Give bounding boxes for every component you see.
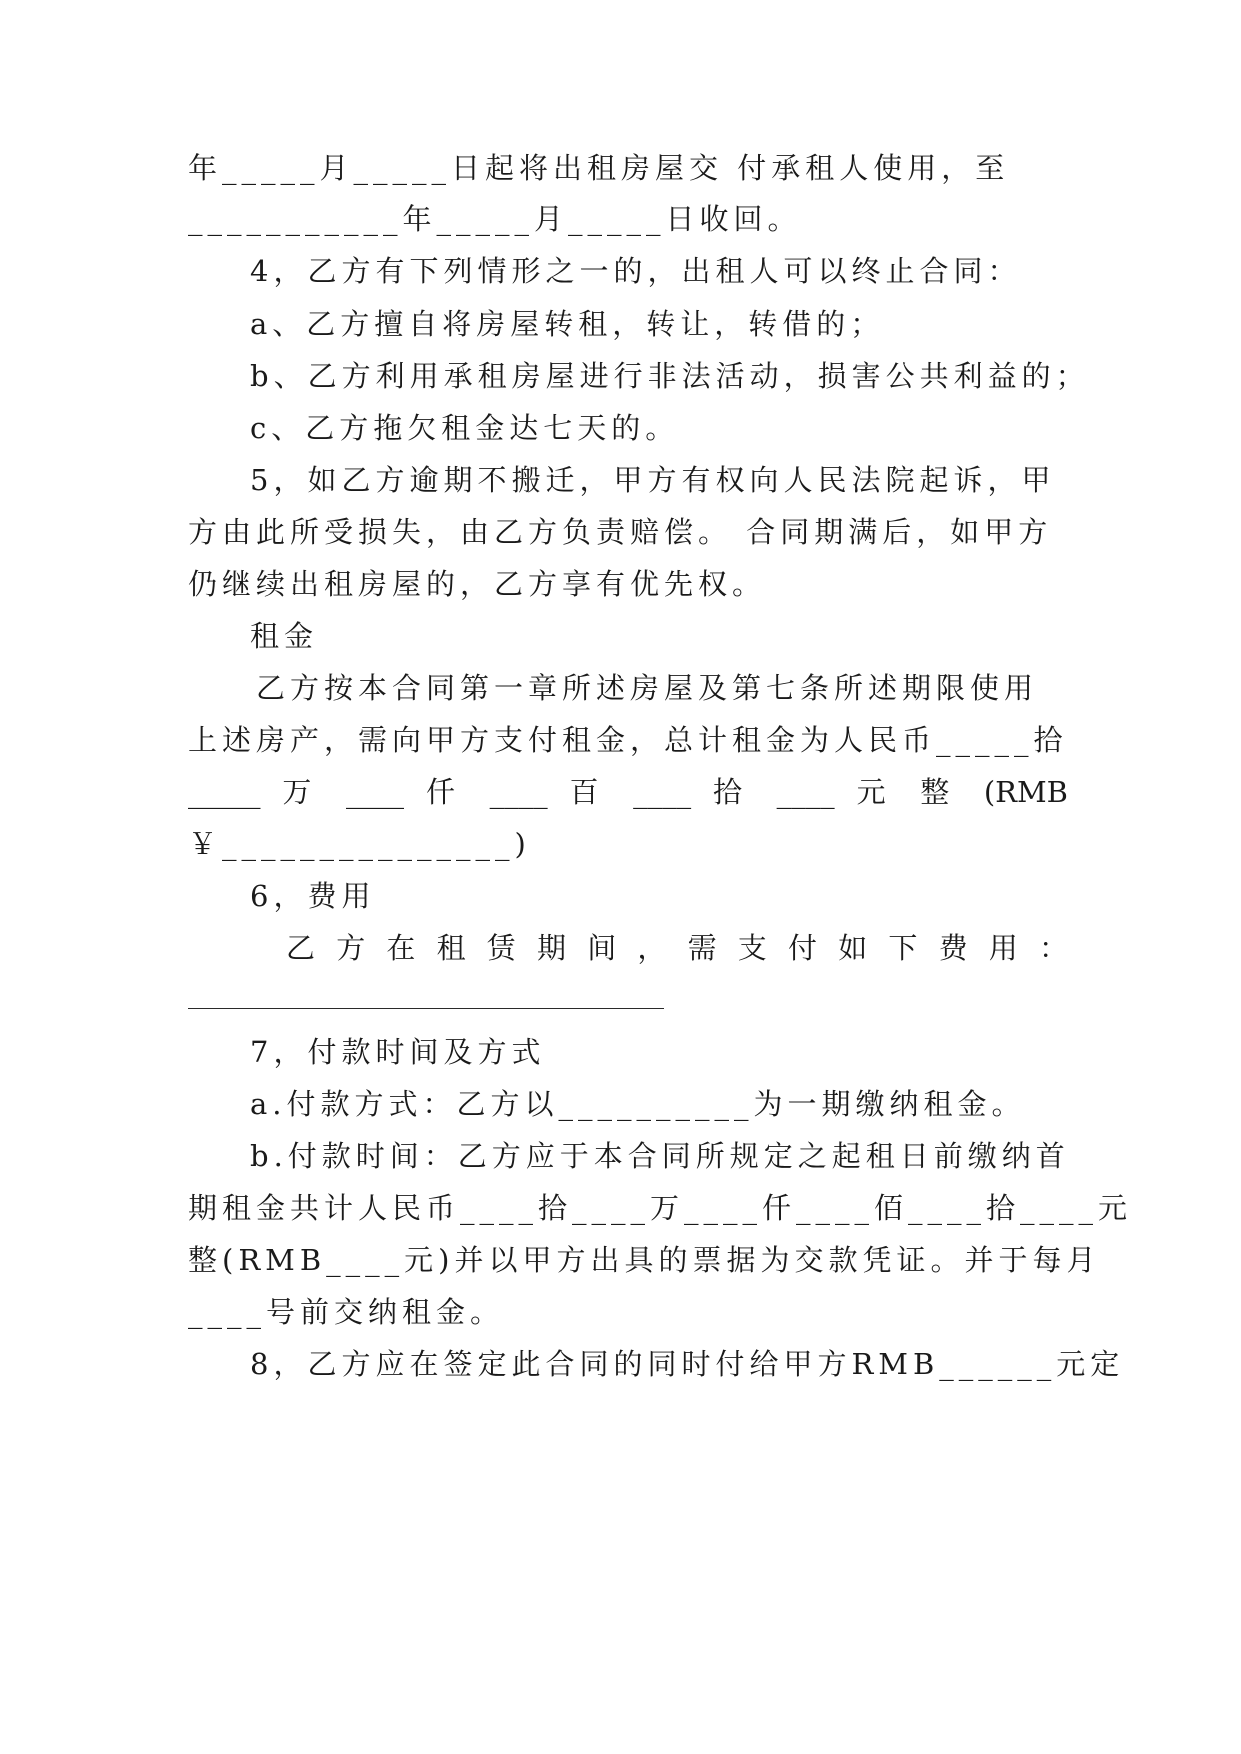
rent-heading: 租金 — [250, 619, 319, 653]
clause-7b-line-4: ____号前交纳租金。 — [188, 1295, 505, 1329]
clause-7a: a.付款方式：乙方以__________为一期缴纳租金。 — [250, 1087, 1026, 1121]
clause-6-heading: 6，费用 — [250, 879, 376, 913]
clause-8-line-1: 8，乙方应在签定此合同的同时付给甲方RMB______元定 — [250, 1347, 1125, 1381]
clause-5-line-1: 5，如乙方逾期不搬迁，甲方有权向人民法院起诉，甲 — [250, 463, 1056, 497]
clause-5-line-2: 方由此所受损失，由乙方负责赔偿。 合同期满后，如甲方 — [188, 515, 1053, 549]
clause-4a: a、乙方擅自将房屋转租，转让，转借的； — [250, 307, 885, 341]
clause-4-heading: 4，乙方有下列情形之一的，出租人可以终止合同： — [250, 254, 1022, 288]
text-line-1: 年_____月_____日起将出租房屋交 付承租人使用，至 — [188, 151, 1010, 185]
clause-6-text: 乙 方 在 租 赁 期 间 ， 需 支 付 如 下 费 用 ： — [286, 931, 1068, 965]
rent-line-2: 上述房产，需向甲方支付租金，总计租金为人民币_____拾 — [188, 723, 1068, 757]
fee-blank-rule — [188, 1008, 664, 1009]
clause-5-line-3: 仍继续出租房屋的，乙方享有优先权。 — [188, 567, 767, 601]
text-line-2: ___________年_____月_____日收回。 — [188, 202, 802, 236]
clause-7b-line-1: b.付款时间：乙方应于本合同所规定之起租日前缴纳首 — [250, 1139, 1070, 1173]
clause-7b-line-2: 期租金共计人民币____拾____万____仟____佰____拾____元 — [188, 1191, 1133, 1225]
rent-line-3: _____ 万 ____ 仟 ____ 百 ____ 拾 ____ 元 整 (RMB — [188, 775, 1068, 809]
clause-4c: c、乙方拖欠租金达七天的。 — [250, 411, 680, 445]
rent-line-1: 乙方按本合同第一章所述房屋及第七条所述期限使用 — [256, 671, 1039, 705]
rent-line-4: ￥_______________) — [188, 827, 531, 861]
clause-4b: b、乙方利用承租房屋进行非法活动，损害公共利益的； — [250, 359, 1090, 393]
clause-7b-line-3: 整(RMB____元)并以甲方出具的票据为交款凭证。并于每月 — [188, 1243, 1101, 1277]
clause-7-heading: 7，付款时间及方式 — [250, 1035, 546, 1069]
